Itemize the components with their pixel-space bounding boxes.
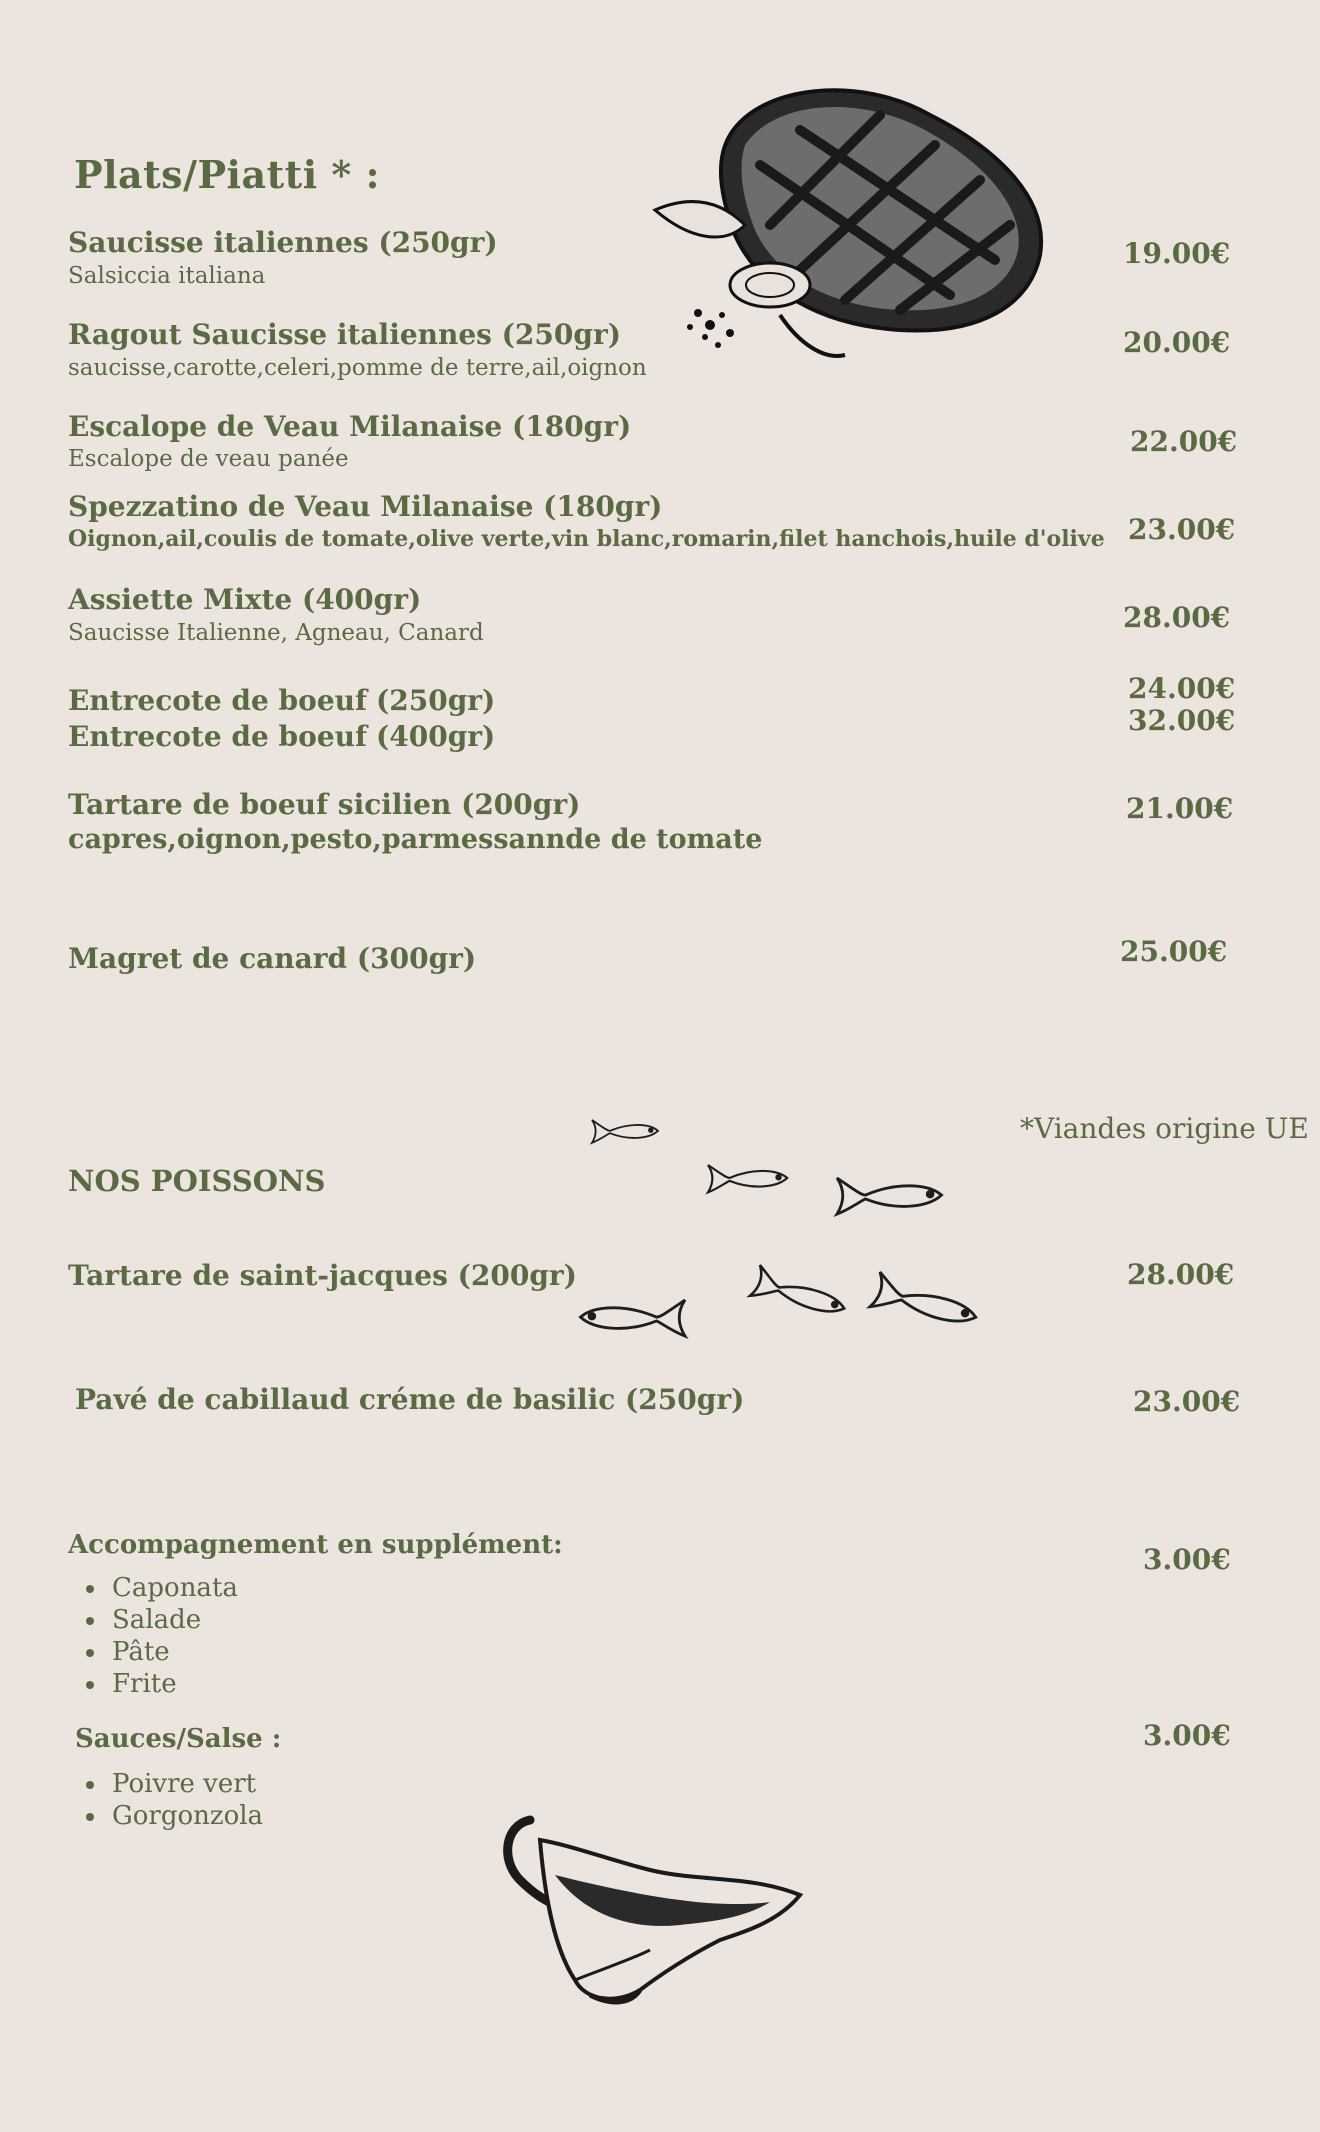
dish-price: 22.00€: [1130, 425, 1238, 458]
fish-price: 23.00€: [1133, 1385, 1241, 1418]
entrecote-price: 24.00€: [1128, 672, 1236, 705]
dish-name: Spezzatino de Veau Milanaise (180gr): [68, 490, 663, 523]
list-item: • Caponata: [108, 1572, 238, 1604]
dish-price: 19.00€: [1123, 237, 1231, 270]
sauces-list: [68, 1768, 263, 1832]
dish-description: Salsiccia italiana: [68, 263, 266, 289]
entrecote-name: Entrecote de boeuf: [68, 684, 368, 717]
fish-name: Tartare de saint-jacques (200gr): [68, 1259, 577, 1292]
fish-name: Pavé de cabillaud créme de basilic (250gr): [75, 1383, 745, 1416]
dish-price: 23.00€: [1128, 513, 1236, 546]
dish-description: Escalope de veau panée: [68, 446, 349, 472]
dish-description: saucisse,carotte,celeri,pomme de terre,ail,oignon: [68, 355, 647, 381]
entrecote-name: Entrecote de boeuf: [68, 720, 368, 753]
dish-name: Escalope de Veau Milanaise (180gr): [68, 410, 632, 443]
fish-price: 28.00€: [1127, 1258, 1235, 1291]
dish-price: 20.00€: [1123, 326, 1231, 359]
sauces-price: 3.00€: [1143, 1719, 1231, 1752]
sides-heading: Accompagnement en supplément:: [68, 1530, 563, 1560]
list-item: • Poivre vert: [108, 1768, 263, 1800]
sides-price: 3.00€: [1143, 1543, 1231, 1576]
dish-name: Tartare de boeuf sicilien (200gr): [68, 788, 581, 821]
dish-price: 25.00€: [1120, 935, 1228, 968]
origin-note: *Viandes origine UE: [1020, 1112, 1309, 1145]
dish-name: Magret de canard (300gr): [68, 942, 477, 975]
list-item: • Pâte: [108, 1636, 238, 1668]
dish-description: Oignon,ail,coulis de tomate,olive verte,vin blanc,romarin,filet hanchois,huile d'olive: [68, 526, 1105, 552]
dish-name: Assiette Mixte (400gr): [68, 583, 422, 616]
dish-price: 21.00€: [1126, 792, 1234, 825]
steak-illustration: [650, 75, 1050, 375]
dish-description: Saucisse Italienne, Agneau, Canard: [68, 620, 484, 646]
entrecote-weight: (400gr): [376, 720, 496, 753]
fish-heading: NOS POISSONS: [68, 1164, 326, 1198]
gravy-boat-illustration: [500, 1800, 810, 2010]
entrecote-price: 32.00€: [1128, 704, 1236, 737]
dish-price: 28.00€: [1123, 601, 1231, 634]
sauces-heading: Sauces/Salse :: [75, 1724, 282, 1754]
dish-name: Saucisse italiennes (250gr): [68, 226, 498, 259]
dish-name: Ragout Saucisse italiennes (250gr): [68, 318, 621, 351]
sides-list: [68, 1572, 238, 1700]
dish-description: capres,oignon,pesto,parmessannde de tomate: [68, 824, 763, 855]
list-item: • Gorgonzola: [108, 1800, 263, 1832]
list-item: • Frite: [108, 1668, 238, 1700]
entrecote-weight: (250gr): [376, 684, 496, 717]
fish-illustration: [540, 1090, 1020, 1350]
list-item: • Salade: [108, 1604, 238, 1636]
page-title: Plats/Piatti * :: [74, 152, 380, 197]
